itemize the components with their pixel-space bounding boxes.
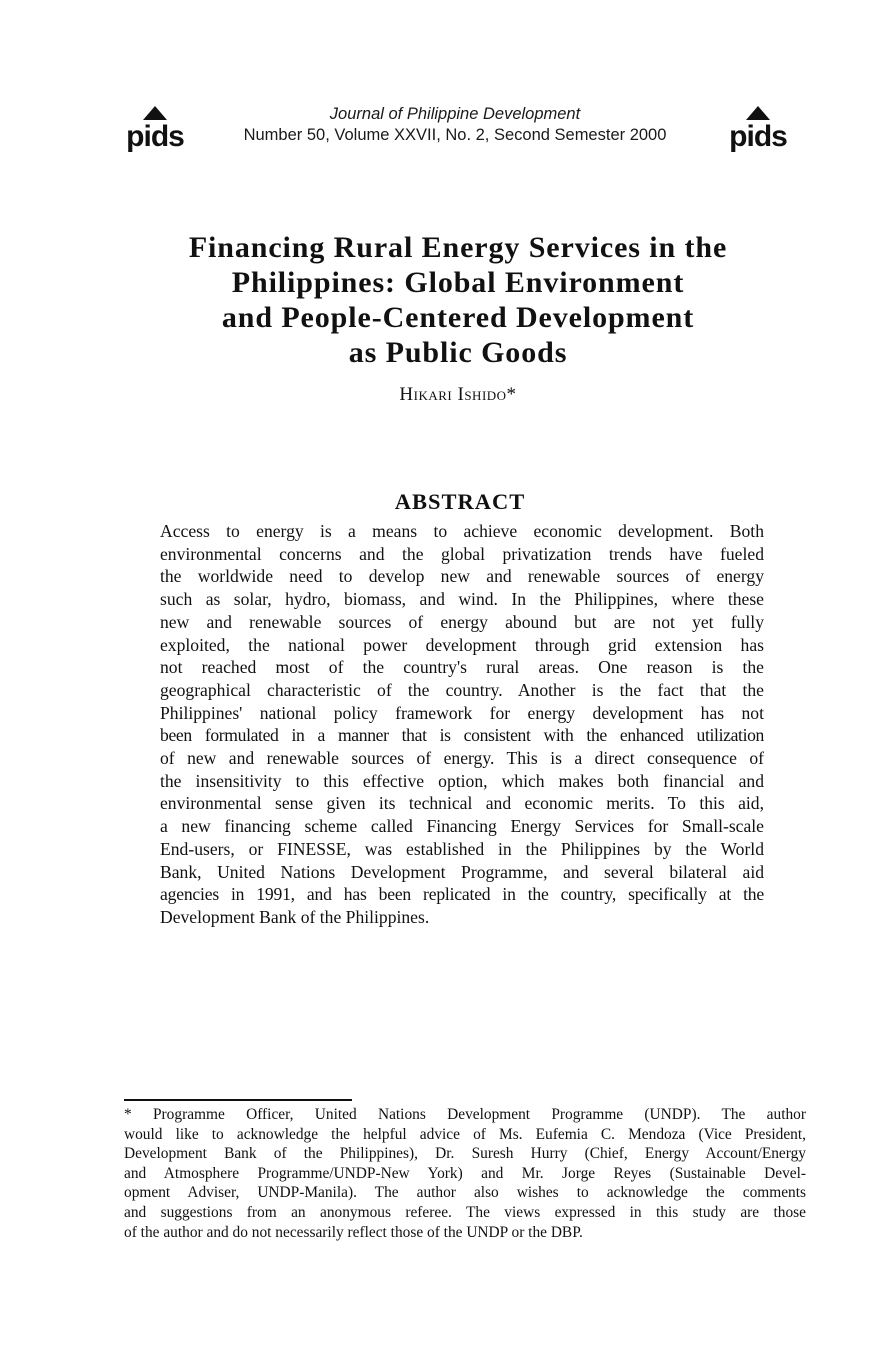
title-line: Philippines: Global Environment — [231, 266, 685, 299]
footnote-line: of the author and do not necessarily reflect those of the UNDP or the DBP. — [124, 1223, 583, 1241]
footnote-rule — [124, 1099, 352, 1101]
abstract-line: Philippines' national policy framework for energy development has not — [160, 702, 764, 723]
abstract-line: exploited, the national power development through grid extension has — [160, 634, 764, 655]
abstract-line: Development Bank of the Philippines. — [160, 906, 430, 927]
abstract-line: agencies in 1991, and has been replicated in the country, specifically at the — [160, 884, 764, 905]
pids-logo-mark — [116, 104, 194, 154]
pids-logo-mark — [719, 104, 797, 154]
abstract-line: the worldwide need to develop new and renewable sources of energy — [160, 566, 764, 587]
footnote-line: and suggestions from an anonymous referee. The views expressed in this study are those — [124, 1203, 806, 1221]
author-byline — [190, 384, 726, 406]
abstract-line: a new financing scheme called Financing Energy Services for Small-scale — [160, 816, 764, 837]
abstract-line: Bank, United Nations Development Programme, and several bilateral aid — [160, 861, 764, 882]
svg-text:pids: pids — [729, 120, 787, 153]
abstract-line: such as solar, hydro, biomass, and wind. In the Philippines, where these — [160, 589, 764, 610]
title-line: and People-Centered Development — [221, 301, 695, 334]
issue-info: Number 50, Volume XXVII, No. 2, Second Semester 2000 — [243, 126, 667, 144]
footnote-line: Development Bank of the Philippines), Dr. Suresh Hurry (Chief, Energy Account/Energy — [124, 1145, 806, 1163]
abstract-line: the insensitivity to this effective option, which makes both financial and — [160, 770, 764, 791]
footnote — [124, 1105, 806, 1242]
journal-name: Journal of Philippine Development — [329, 105, 581, 123]
svg-text:pids: pids — [126, 120, 184, 153]
footnote-line: and Atmosphere Programme/UNDP-New York) and Mr. Jorge Reyes (Sustainable Devel- — [124, 1164, 806, 1182]
footnote-line: * Programme Officer, United Nations Development Programme (UNDP). The author — [124, 1106, 806, 1123]
abstract-line: environmental concerns and the global privatization trends have fueled — [160, 543, 764, 564]
article-title — [130, 230, 786, 370]
pids-logo — [116, 104, 194, 154]
abstract-line: been formulated in a manner that is consistent with the enhanced utilization — [160, 725, 764, 746]
abstract-line: Access to energy is a means to achieve economic development. Both — [160, 521, 764, 541]
abstract-body — [160, 520, 764, 929]
author-last-name: Ishido* — [457, 384, 517, 405]
title-line: Financing Rural Energy Services in the — [188, 231, 728, 264]
footnote-line: opment Adviser, UNDP-Manila). The author also wishes to acknowledge the comments — [124, 1184, 806, 1202]
abstract-line: new and renewable sources of energy abound but are not yet fully — [160, 611, 764, 632]
abstract-line: not reached most of the country's rural areas. One reason is the — [160, 657, 764, 678]
footnote-line: would like to acknowledge the helpful advice of Ms. Eufemia C. Mendoza (Vice President, — [124, 1125, 806, 1143]
abstract-line: geographical characteristic of the country. Another is the fact that the — [160, 679, 764, 700]
abstract-heading: ABSTRACT — [394, 489, 526, 514]
title-line: as Public Goods — [348, 336, 568, 369]
abstract-line: environmental sense given its technical and economic merits. To this aid, — [160, 793, 764, 814]
journal-header — [190, 104, 720, 146]
author-first-name: Hikari — [399, 384, 453, 405]
abstract-line: End-users, or FINESSE, was established in the Philippines by the World — [160, 838, 764, 859]
abstract-line: of new and renewable sources of energy. This is a direct consequence of — [160, 748, 764, 769]
pids-logo — [719, 104, 797, 154]
